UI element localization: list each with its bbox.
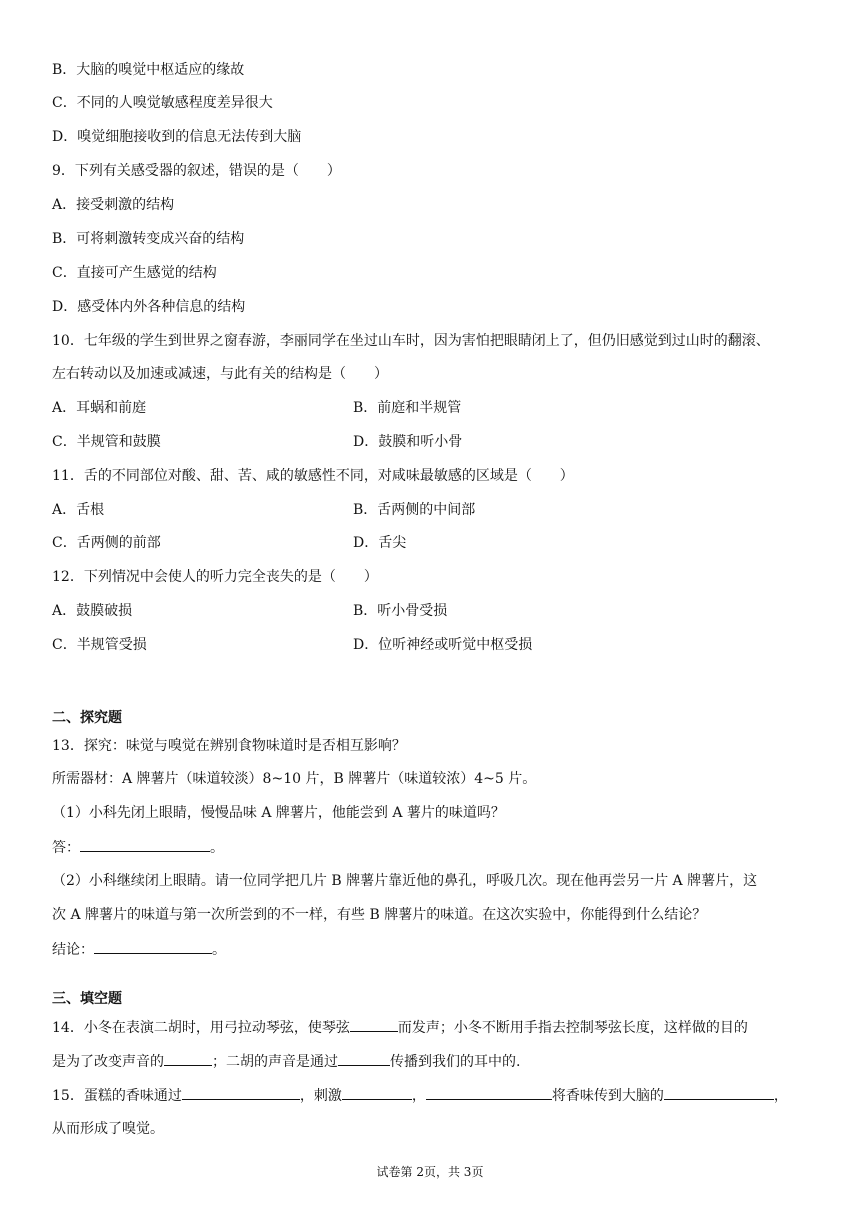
question-13: 13．探究：味觉与嗅觉在辨别食物味道时是否相互影响？	[52, 738, 406, 754]
question-14-line1	[52, 1017, 748, 1038]
question-12: 12．下列情况中会使人的听力完全丧失的是（ ）	[52, 569, 378, 585]
q15-text-1: 15．蛋糕的香味通过	[52, 1088, 182, 1104]
q10-option-d: D．鼓膜和听小骨	[353, 434, 463, 450]
q10-option-b: B．前庭和半规管	[353, 400, 462, 416]
q15-blank-1[interactable]	[182, 1085, 300, 1100]
period: 。	[210, 840, 224, 856]
q13-materials: 所需器材：A 牌薯片（味道较淡）8~10 片，B 牌薯片（味道较浓）4~5 片。	[52, 771, 537, 787]
q15-text-5: ，	[773, 1088, 788, 1104]
q8-option-d: D．嗅觉细胞接收到的信息无法传到大脑	[52, 129, 302, 145]
answer-label: 答：	[52, 840, 80, 856]
page-footer: 试卷第 2页，共 3页	[376, 1165, 484, 1179]
q15-text-3: ，	[411, 1088, 426, 1104]
q9-option-c: C．直接可产生感觉的结构	[52, 265, 217, 281]
q13-conclusion-line	[52, 939, 226, 960]
q11-option-b: B．舌两侧的中间部	[353, 502, 476, 518]
answer-blank[interactable]	[80, 837, 210, 852]
question-15-line1	[52, 1085, 788, 1106]
q13-answer-line	[52, 837, 224, 858]
q14-text-5: 传播到我们的耳中的.	[390, 1054, 521, 1070]
q14-text-4: ；二胡的声音是通过	[212, 1054, 338, 1070]
q13-part2-line2: 次 A 牌薯片的味道与第一次所尝到的不一样，有些 B 牌薯片的味道。在这次实验中，你能得到什么结论？	[52, 907, 707, 923]
q9-option-d: D．感受体内外各种信息的结构	[52, 299, 246, 315]
q11-option-c: C．舌两侧的前部	[52, 535, 161, 551]
question-11: 11．舌的不同部位对酸、甜、苦、咸的敏感性不同，对咸味最敏感的区域是（ ）	[52, 468, 574, 484]
q12-option-d: D．位听神经或听觉中枢受损	[353, 637, 533, 653]
q15-blank-2[interactable]	[342, 1085, 412, 1100]
q10-option-c: C．半规管和鼓膜	[52, 434, 161, 450]
q12-option-a: A．鼓膜破损	[52, 603, 133, 619]
q14-text-3: 是为了改变声音的	[52, 1054, 164, 1070]
question-15-line2: 从而形成了嗅觉。	[52, 1121, 164, 1137]
q11-option-d: D．舌尖	[353, 535, 407, 551]
q12-option-b: B．听小骨受损	[353, 603, 448, 619]
q9-option-a: A．接受刺激的结构	[52, 197, 175, 213]
q11-option-a: A．舌根	[52, 502, 105, 518]
q13-part1: （1）小科先闭上眼睛，慢慢品味 A 牌薯片，他能尝到 A 薯片的味道吗？	[52, 805, 505, 821]
section-heading-inquiry: 二、探究题	[52, 710, 122, 726]
conclusion-label: 结论：	[52, 942, 94, 958]
q14-blank-2[interactable]	[164, 1051, 212, 1066]
q15-blank-4[interactable]	[664, 1085, 774, 1100]
q12-option-c: C．半规管受损	[52, 637, 147, 653]
q10-option-a: A．耳蜗和前庭	[52, 400, 147, 416]
q9-option-b: B．可将刺激转变成兴奋的结构	[52, 231, 245, 247]
section-heading-fill: 三、填空题	[52, 991, 122, 1007]
conclusion-blank[interactable]	[94, 939, 212, 954]
q13-part2-line1: （2）小科继续闭上眼睛。请一位同学把几片 B 牌薯片靠近他的鼻孔，呼吸几次。现在他再尝另一片 A 牌薯片，这	[52, 873, 758, 889]
q14-blank-1[interactable]	[350, 1017, 398, 1032]
q15-text-4: 将香味传到大脑的	[551, 1088, 664, 1104]
q8-option-b: B．大脑的嗅觉中枢适应的缘故	[52, 62, 245, 78]
period: 。	[212, 942, 226, 958]
question-14-line2	[52, 1051, 520, 1072]
q14-text-1: 14．小冬在表演二胡时，用弓拉动琴弦，使琴弦	[52, 1020, 350, 1036]
q15-text-2: ，刺激	[299, 1088, 342, 1104]
q8-option-c: C．不同的人嗅觉敏感程度差异很大	[52, 95, 273, 111]
question-10-line2: 左右转动以及加速或减速，与此有关的结构是（ ）	[52, 366, 388, 382]
q14-blank-3[interactable]	[338, 1051, 390, 1066]
q14-text-2: 而发声；小冬不断用手指去控制琴弦长度，这样做的目的	[397, 1020, 748, 1036]
question-9: 9．下列有关感受器的叙述，错误的是（ ）	[52, 163, 341, 179]
question-10-line1: 10．七年级的学生到世界之窗春游，李丽同学在坐过山车时，因为害怕把眼睛闭上了，但仍旧感觉到过山时的翻滚、	[52, 333, 770, 349]
q15-blank-3[interactable]	[426, 1085, 552, 1100]
